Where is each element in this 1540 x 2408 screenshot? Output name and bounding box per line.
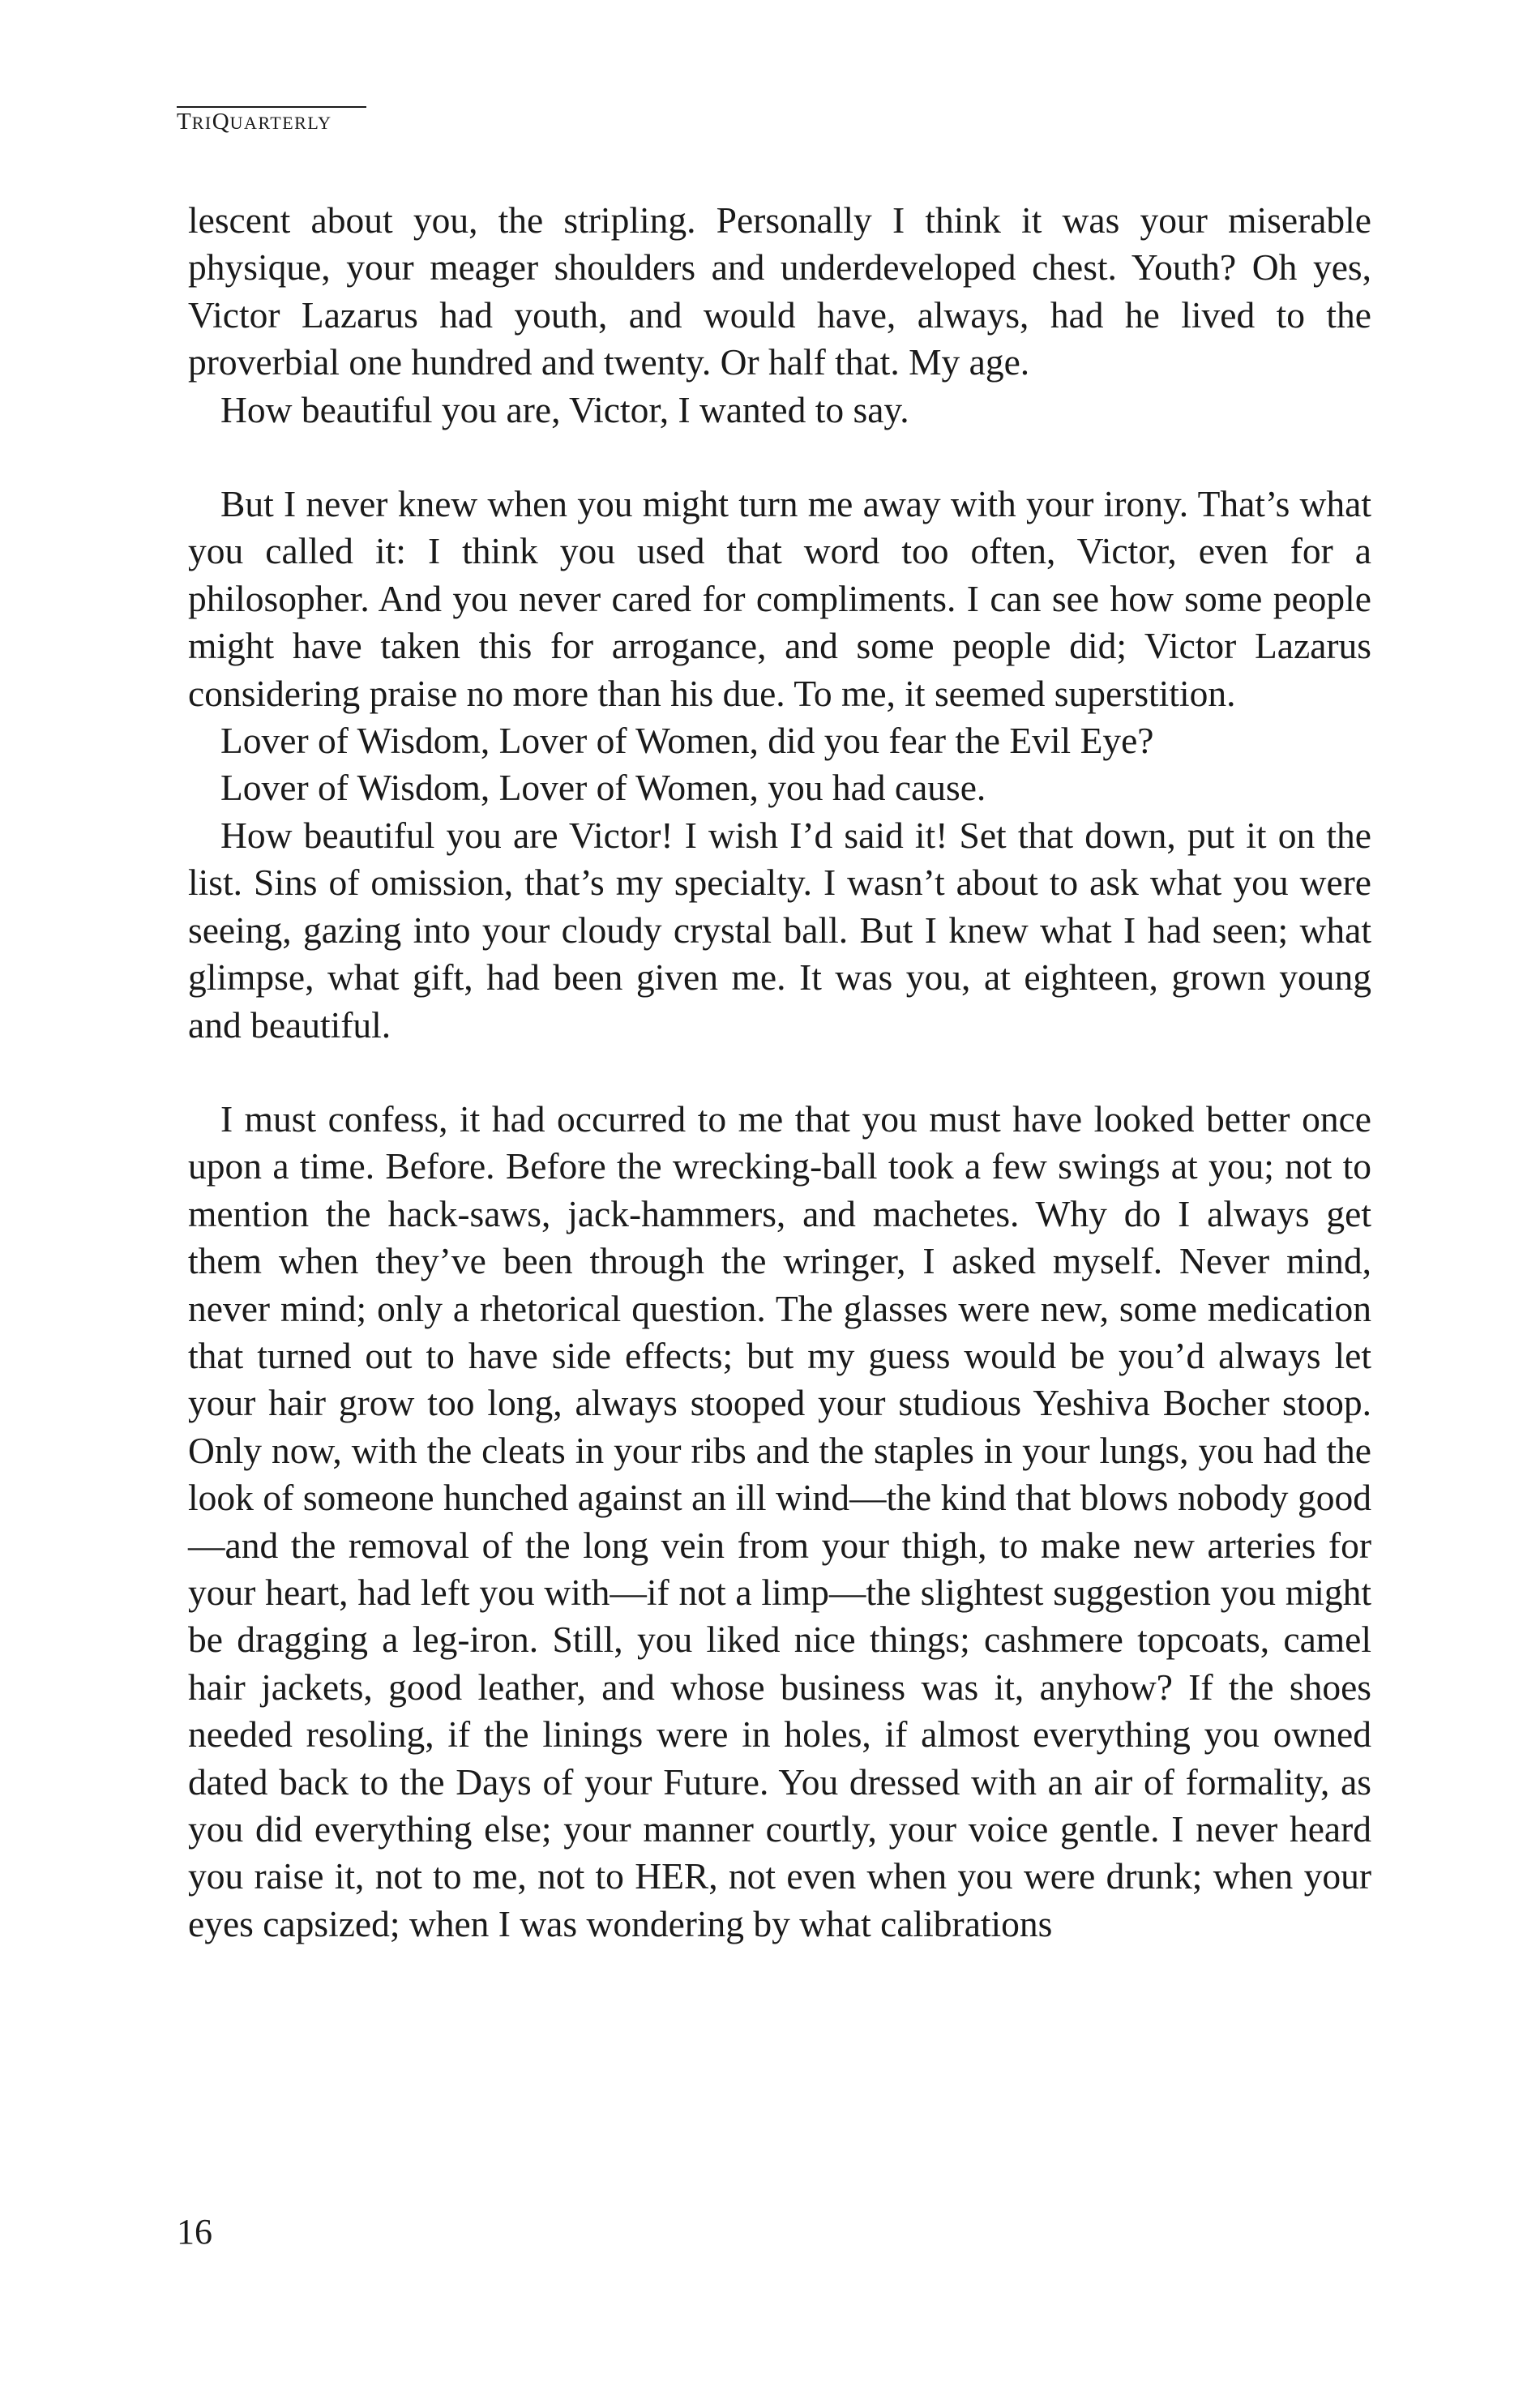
running-header (177, 109, 332, 135)
paragraph-7: I must confess, it had occurred to me that you must have looked better once upon a time. Before. Before the wrecking-ball took a few swings at you; not to mention the hack-saws, jack-hammers, and machetes. Why do I always get them when they’ve been through the wringer, I asked myself. Never mind, never mind; only a rhetorical question. The glasses were new, some medication that turned out to have side effects; but my guess would be you’d always let your hair grow too long, always stooped your studious Yeshiva Bocher stoop. Only now, with the cleats in your ribs and the staples in your lungs, you had the look of someone hunched against an ill wind—the kind that blows nobody good—and the removal of the long vein from your thigh, to make new arteries for your heart, had left you with—if not a limp—the slightest suggestion you might be dragging a leg-iron. Still, you liked nice things; cashmere topcoats, camel hair jackets, good leather, and whose business was it, anyhow? If the shoes needed resoling, if the linings were in holes, if almost everything you owned dated back to the Days of your Future. You dressed with an air of formality, as you did everything else; your manner courtly, your voice gentle. I never heard you raise it, not to me, not to HER, not even when you were drunk; when your eyes capsized; when I was wondering by what calibrations (188, 1097, 1371, 1944)
paragraph-6: How beautiful you are Victor! I wish I’d said it! Set that down, put it on the list. Sins of omission, that’s my specialty. I wasn’t about to ask what you were seeing, gazing into your cloudy crystal ball. But I knew what I had seen; what glimpse, what gift, had been given me. It was you, at eighteen, grown young and beautiful. (188, 814, 1371, 1046)
paragraph-2: How beautiful you are, Victor, I wanted to say. (220, 388, 909, 430)
paragraph-1: lescent about you, the stripling. Personally I think it was your miserable physique, your meager shoulders and underdeveloped chest. Youth? Oh yes, Victor Lazarus had youth, and would have, always, had he lived to the proverbial one hundred and twenty. Or half that. My age. (188, 199, 1371, 383)
paragraph-5: Lover of Wisdom, Lover of Women, you had cause. (220, 767, 986, 809)
page-number: 16 (177, 2212, 212, 2252)
paragraph-4: Lover of Wisdom, Lover of Women, did you fear the Evil Eye? (220, 720, 1154, 762)
header-letter-t: T (177, 109, 192, 135)
header-letter-q: Q (212, 109, 230, 135)
paragraph-3: But I never knew when you might turn me away with your irony. That’s what you called it: I think you used that word too often, Victor, even for a philosopher. And you never cared for compliments. I can see how some people might have taken this for arrogance, and some people did; Victor Lazarus considering praise no more than his due. To me, it seemed superstition. (188, 483, 1371, 714)
body-text (188, 197, 1371, 1948)
header-rule (177, 106, 366, 108)
header-letters-uarterly: UARTERLY (229, 113, 332, 133)
header-letters-ri: RI (191, 113, 212, 133)
